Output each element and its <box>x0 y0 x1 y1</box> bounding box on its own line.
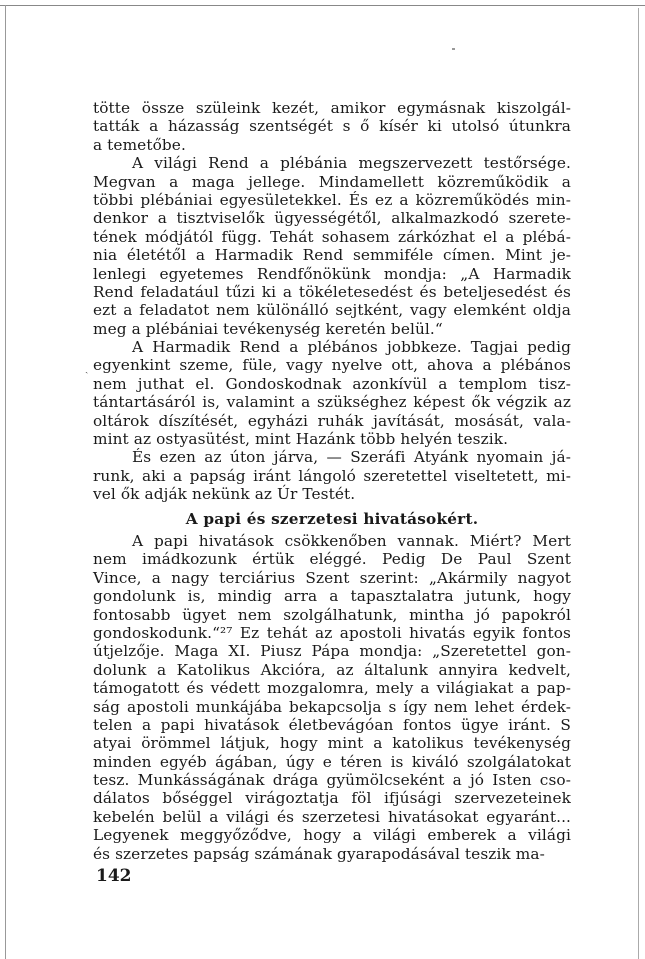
text-line: tatták a házasság szentségét s ő kísér ki utolsó útunkra <box>93 117 571 136</box>
text-line: runk, aki a papság iránt lángoló szeretettel viseltetett, mi- <box>93 466 571 485</box>
text-line: denkor a tisztviselők ügyességétől, alkalmazkodó szerete- <box>93 209 571 228</box>
text-line: tántartásáról is, valamint a szükséghez képest ők végzik az <box>93 393 571 412</box>
text-line: minden egyéb ágában, úgy e téren is kiváló szolgálatokat <box>93 752 571 771</box>
text-line: dálatos bőséggel virágoztatja föl ifjúsági szervezeteinek <box>93 789 571 808</box>
text-line: többi plébániai egyesületekkel. És ez a közreműködés min- <box>93 190 571 209</box>
text-line: oltárok díszítését, egyházi ruhák javítását, mosását, vala- <box>93 411 571 430</box>
text-line: tötte össze szüleink kezét, amikor egymásnak kiszolgál- <box>93 99 571 117</box>
paragraph <box>93 532 571 863</box>
scan-speck <box>452 48 455 50</box>
section-heading: A papi és szerzetesi hivatásokért. <box>185 509 479 528</box>
text-line: gondolunk is, mindig arra a tapasztalatra jutunk, hogy <box>93 587 571 606</box>
text-line: a temetőbe. <box>93 135 186 154</box>
text-line: Rend feladatául tűzi ki a tökéletesedést és beteljesedést és <box>93 282 571 301</box>
text-line: lenlegi egyetemes Rendfőnökünk mondja: „A Harmadik <box>93 264 571 283</box>
text-line: mint az ostyasütést, mint Hazánk több helyén teszik. <box>93 430 509 449</box>
text-line: útjelzője. Maga XI. Piusz Pápa mondja: „Szeretettel gon- <box>93 642 571 661</box>
paragraph <box>93 154 571 338</box>
page-number: 142 <box>96 866 132 886</box>
text-line: meg a plébániai tevékenység keretén belül.“ <box>93 319 443 338</box>
page-body-text <box>93 99 571 863</box>
text-line: ság apostoli munkájába bekapcsolja s így nem lehet érdek- <box>93 697 571 716</box>
text-line: tének módjától függ. Tehát sohasem zárkózhat el a plébá- <box>93 227 571 246</box>
text-line: nia életétől a Harmadik Rend semmiféle címen. Mint je- <box>93 246 571 265</box>
paragraph <box>93 338 571 448</box>
text-line: Megvan a maga jellege. Mindamellett közreműködik a <box>93 172 571 191</box>
paragraph <box>93 99 571 154</box>
text-line: nem imádkozunk értük eléggé. Pedig De Paul Szent <box>93 550 571 569</box>
text-line: A papi hivatások csökkenőben vannak. Miért? Mert <box>132 531 571 550</box>
text-line: vel ők adják nekünk az Úr Testét. <box>93 485 356 504</box>
text-line: támogatott és védett mozgalomra, mely a világiakat a pap- <box>93 679 571 698</box>
paragraph <box>93 448 571 503</box>
text-line: telen a papi hivatások életbevágóan fontos ügye iránt. S <box>93 715 571 734</box>
text-line: fontosabb ügyet nem szolgálhatunk, mintha jó papokról <box>93 605 571 624</box>
scan-border-left <box>5 5 6 959</box>
text-line: A Harmadik Rend a plébános jobbkeze. Tagjai pedig <box>132 338 571 357</box>
scan-border-right <box>638 8 639 959</box>
text-line: és szerzetes papság számának gyarapodásával teszik ma- <box>93 844 545 863</box>
text-line: egyenkint szeme, füle, vagy nyelve ott, ahova a plébános <box>93 356 571 375</box>
text-line: kebelén belül a világi és szerzetesi hivatásokat egyaránt... <box>93 807 571 826</box>
text-line: A világi Rend a plébánia megszervezett testőrsége. <box>132 154 571 173</box>
text-line: gondoskodunk.“²⁷ Ez tehát az apostoli hivatás egyik fontos <box>93 623 571 642</box>
text-line: nem juthat el. Gondoskodnak azonkívül a templom tisz- <box>93 374 571 393</box>
text-block-before-heading <box>93 99 571 504</box>
text-line: atyai örömmel látjuk, hogy mint a katolikus tevékenység <box>93 734 571 753</box>
text-line: dolunk a Katolikus Akcióra, az általunk annyira kedvelt, <box>93 660 571 679</box>
text-line: tesz. Munkásságának drága gyümölcseként a jó Isten cso- <box>93 771 571 790</box>
text-line: ezt a feladatot nem különálló sejtként, vagy elemként oldja <box>93 301 571 320</box>
margin-tick-mark: ˎ <box>85 363 89 374</box>
text-line: És ezen az úton járva, — Szeráfi Atyánk nyomain já- <box>132 448 571 467</box>
text-line: Vince, a nagy terciárius Szent szerint: „Akármily nagyot <box>93 568 571 587</box>
text-line: Legyenek meggyőződve, hogy a világi emberek a világi <box>93 826 571 845</box>
text-block-after-heading <box>93 532 571 863</box>
scan-border-top <box>0 5 645 6</box>
